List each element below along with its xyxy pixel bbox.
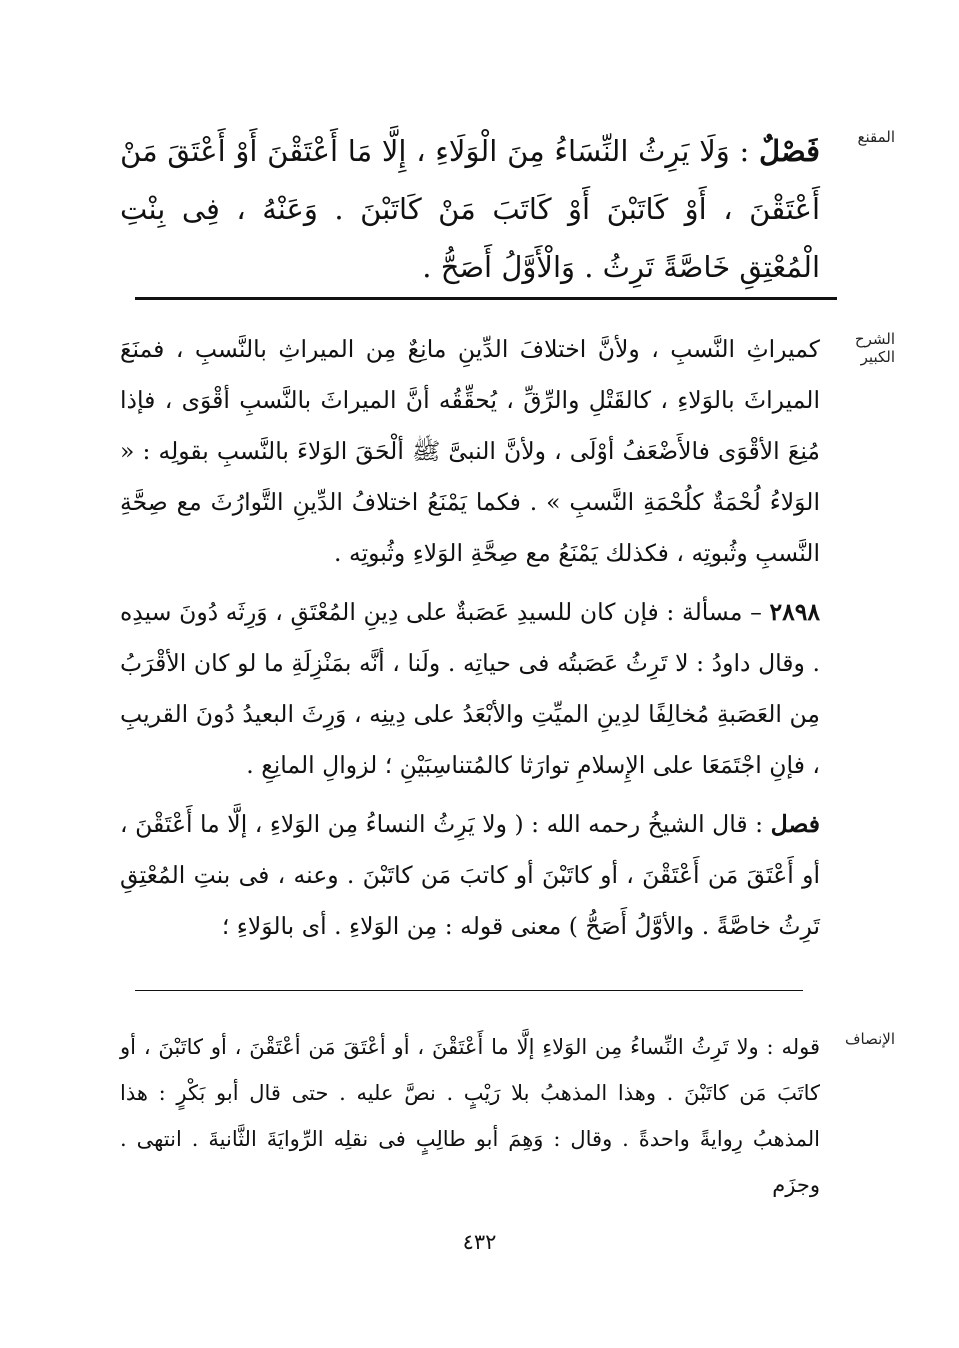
muqni-label: المقنع [857, 128, 895, 146]
sharh-section [120, 324, 895, 952]
section-divider-thick [135, 297, 837, 300]
sharh-paragraph-2 [120, 587, 820, 791]
insaf-section [120, 1024, 895, 1208]
section-divider-thin [135, 990, 803, 991]
insaf-label: الإنصاف [844, 1030, 895, 1048]
sharh-paragraph-1: كميراثِ النَّسبِ ، ولأنَّ اختلافَ الدِّينِ مانِعٌ مِن الميراثِ بالنَّسبِ ، فمنَعَ الميراثَ بالوَلاءِ ، كالقَتْلِ والرِّقِّ ، يُحقِّقُه أنَّ الميراثَ بالنَّسبِ أقْوَى ، فإذا مُنِعَ الأقْوَى فالأَضْعَفُ أوْلَى ، ولأنَّ النبىَّ ﷺ ألْحَقَ الوَلاءَ بالنَّسبِ بقولِه : « الوَلاءُ لُحْمَةٌ كلُحْمَةِ النَّسبِ » . فكما يَمْنَعُ اختلافُ الدِّينِ التَّوارُثَ مع صِحَّةِ النَّسبِ وثُبوتِه ، فكذلك يَمْنَعُ مع صِحَّةِ الوَلاءِ وثُبوتِه . [120, 335, 820, 567]
sharh-paragraph-2-text: – مسألة : فإن كان للسيدِ عَصَبةٌ على دِينِ المُعْتَقِ ، وَرِثَه دُونَ سيدِه . وقال داودُ : لا تَرِثُ عَصَبتُه فى حياتِه . ولَنا ، أنَّه بمَنْزِلَةِ ما لو كان الأقْرَبُ مِن العَصَبةِ مُخالِفًا لدِينِ الميِّتِ والأبْعَدُ على دِينِه ، وَرِثَ البعيدُ دُونَ القريبِ ، فإنِ اجْتَمَعَا على الإِسلامِ توارَثا كالمُتناسِبَيْنِ ؛ لزوالِ المانِعِ . [120, 598, 820, 779]
sharh-fasl-word: فصل [770, 810, 820, 838]
page-number: ٤٣٢ [462, 1230, 497, 1254]
muqni-section [120, 122, 895, 296]
muqni-text: : وَلَا يَرِثُ النِّسَاءُ مِنَ الْوَلَاءِ ، إِلَّا مَا أَعْتَقْنَ أَوْ أَعْتَقَ مَنْ أَعْتَقْنَ ، أَوْ كَاتَبْنَ أَوْ كَاتَبَ مَنْ كَاتَبْنَ . وَعَنْهُ ، فِى بِنْتِ الْمُعْتِقِ خَاصَّةً تَرِثُ . وَالْأَوَّلُ أَصَحُّ . [120, 134, 820, 284]
muqni-paragraph [120, 122, 820, 296]
sharh-label: الشرح الكبير [854, 330, 895, 366]
sharh-paragraph-3 [120, 799, 820, 952]
insaf-paragraph: قوله : ولا تَرِثُ النِّساءُ مِن الوَلاءِ إلَّا ما أَعْتَقْنَ ، أو أعْتَقَ مَن أعْتَقْنَ ، أو كاتَبْنَ ، أو كاتَبَ مَن كاتَبْنَ . وهذا المذهبُ بلا رَيْبٍ . نصَّ عليه . حتى قال أبو بَكْرٍ : هذا المذهبُ رِوايةً واحدةً . وقال : وَهِمَ أبو طالِبٍ فى نقلِه الرِّوايَةَ الثَّانيةَ . انتهى . وجزَم [120, 1035, 820, 1197]
sharh-paragraph-3-text: : قال الشيخُ رحمه الله : ( ولا يَرِثُ النساءُ مِن الوَلاءِ ، إلَّا ما أَعْتَقْنَ ، أو أَعْتَقَ مَن أَعْتَقْنَ ، أو كاتَبْنَ أو كاتبَ مَن كاتَبْنَ . وعنه ، فى بنتِ المُعْتِقِ تَرِثُ خاصَّةً . والأوَّلُ أَصَحُّ ) معنى قوله : مِن الوَلاءِ . أى بالوَلاءِ ؛ [120, 810, 820, 940]
muqni-lead-word: فَصْلٌ [759, 134, 820, 168]
issue-number: ٢٨٩٨ [769, 598, 820, 626]
